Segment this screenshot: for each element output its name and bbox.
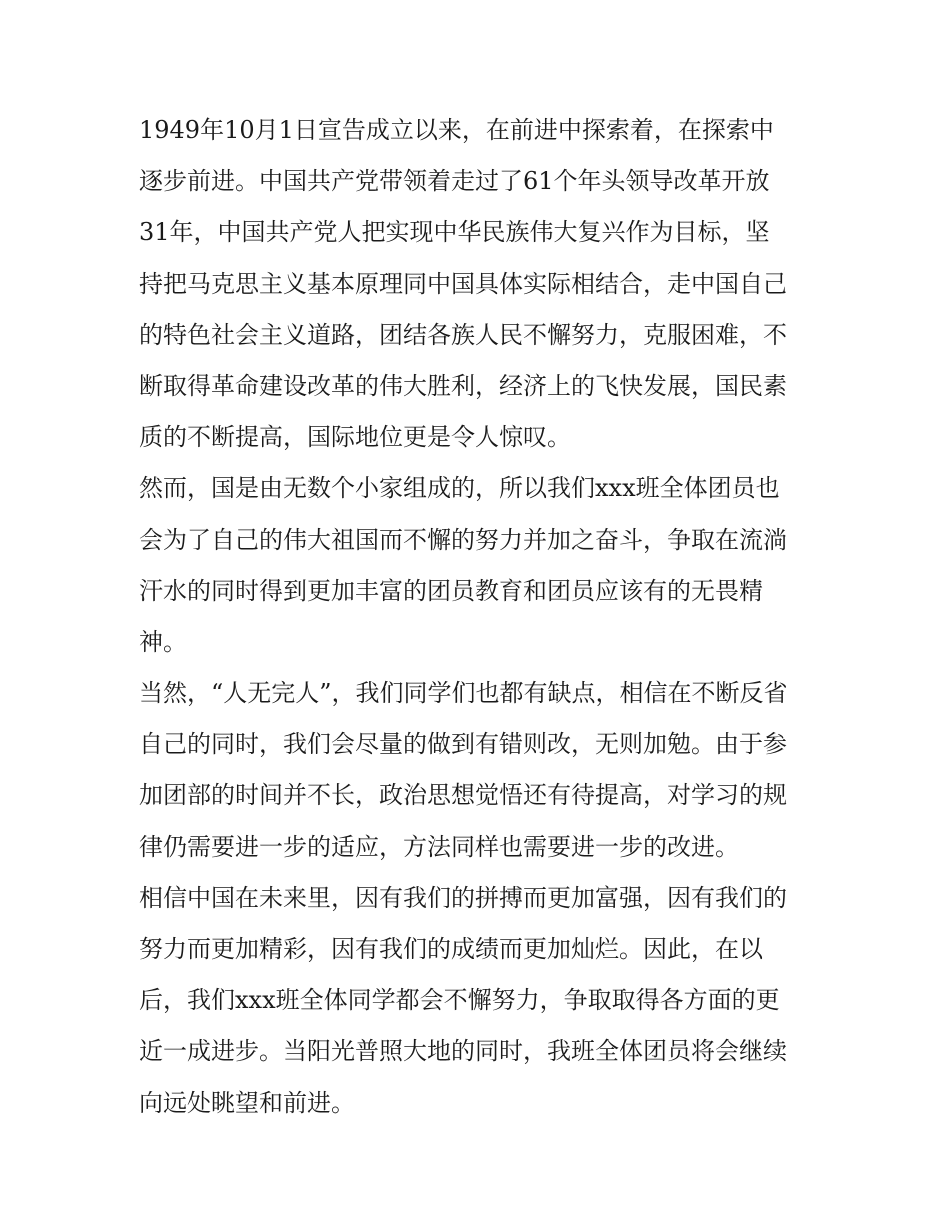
text-line: 会为了自己的伟大祖国而不懈的努力并加之奋斗，争取在流淌 (139, 525, 787, 554)
text-line: 断取得革命建设改革的伟大胜利，经济上的飞快发展，国民素 (139, 371, 787, 400)
text-line: 31年，中国共产党人把实现中华民族伟大复兴作为目标，坚 (139, 218, 770, 247)
text-line: 当然，“人无完人”，我们同学们也都有缺点，相信在不断反省 (139, 679, 788, 708)
document-body (139, 105, 819, 1129)
text-line: 1949年10月1日宣告成立以来，在前进中探索着，在探索中 (139, 116, 774, 144)
text-line: 持把马克思主义基本原理同中国具体实际相结合，走中国自己 (139, 269, 787, 298)
text-line: 神。 (139, 627, 187, 656)
paragraph-founding (139, 105, 819, 463)
text-line: 的特色社会主义道路，团结各族人民不懈努力，克服困难，不 (139, 320, 787, 349)
text-line: 自己的同时，我们会尽量的做到有错则改，无则加勉。由于参 (139, 730, 787, 759)
text-line: 加团部的时间并不长，政治思想觉悟还有待提高，对学习的规 (139, 781, 787, 810)
text-line: 律仍需要进一步的适应，方法同样也需要进一步的改进。 (139, 832, 739, 861)
text-line: 然而，国是由无数个小家组成的，所以我们xxx班全体团员也 (139, 474, 780, 503)
paragraph-class-effort (139, 463, 819, 668)
paragraph-shortcomings (139, 668, 819, 873)
text-line: 后，我们xxx班全体同学都会不懈努力，争取取得各方面的更 (139, 986, 780, 1015)
text-line: 向远处眺望和前进。 (139, 1088, 355, 1117)
text-line: 努力而更加精彩，因有我们的成绩而更加灿烂。因此，在以 (139, 935, 763, 963)
text-line: 逐步前进。中国共产党带领着走过了61个年头领导改革开放 (139, 167, 770, 196)
text-line: 近一成进步。当阳光普照大地的同时，我班全体团员将会继续 (139, 1037, 787, 1066)
text-line: 汗水的同时得到更加丰富的团员教育和团员应该有的无畏精 (139, 576, 763, 605)
paragraph-future (139, 873, 819, 1129)
text-line: 质的不断提高，国际地位更是令人惊叹。 (139, 423, 571, 452)
text-line: 相信中国在未来里，因有我们的拼搏而更加富强，因有我们的 (139, 883, 787, 912)
